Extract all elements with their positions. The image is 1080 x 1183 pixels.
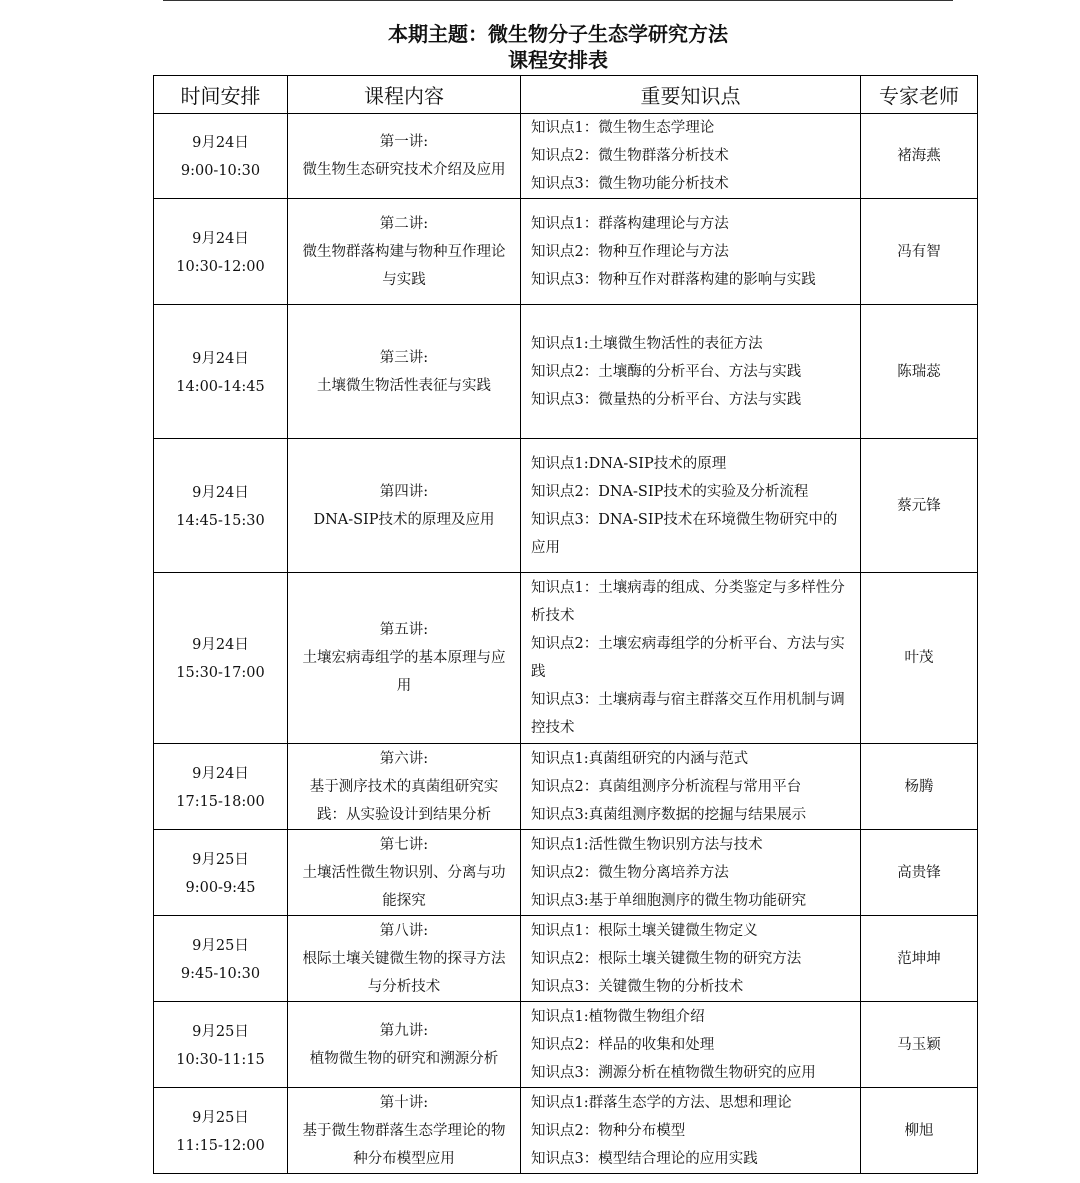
course-cell (288, 1002, 521, 1088)
time-cell (154, 1088, 288, 1174)
time-cell (154, 573, 288, 744)
lecture-topic: 植物微生物的研究和溯源分析 (309, 1050, 499, 1067)
course-cell (288, 573, 521, 744)
expert-name: 蔡元锋 (861, 439, 978, 573)
expert-name: 马玉颖 (861, 1002, 978, 1088)
knowledge-point: 知识点2：真菌组测序分析流程与常用平台 (531, 778, 802, 795)
session-date: 9月24日 (192, 484, 249, 501)
points-cell (521, 916, 861, 1002)
knowledge-point: 知识点2：根际土壤关键微生物的研究方法 (531, 950, 802, 967)
time-cell (154, 916, 288, 1002)
session-time: 14:00-14:45 (176, 378, 265, 395)
lecture-topic: 微生物群落构建与物种互作理论与实践 (302, 243, 506, 288)
table-row (154, 1088, 978, 1174)
knowledge-point: 知识点2：DNA-SIP技术的实验及分析流程 (531, 483, 809, 500)
lecture-number: 第三讲: (379, 349, 429, 366)
lecture-topic: 基于微生物群落生态学理论的物种分布模型应用 (302, 1122, 506, 1167)
time-cell (154, 1002, 288, 1088)
session-time: 17:15-18:00 (176, 793, 265, 810)
session-time: 9:45-10:30 (180, 965, 261, 982)
table-row (154, 916, 978, 1002)
table-row (154, 439, 978, 573)
lecture-number: 第八讲: (379, 922, 429, 939)
knowledge-point: 知识点1:群落生态学的方法、思想和理论 (531, 1094, 792, 1111)
lecture-number: 第四讲: (379, 483, 429, 500)
session-time: 9:00-9:45 (185, 879, 256, 896)
time-cell (154, 199, 288, 305)
expert-name: 高贵锋 (861, 830, 978, 916)
lecture-topic: 微生物生态研究技术介绍及应用 (302, 162, 506, 178)
top-rule (163, 0, 953, 1)
document-subtitle: 课程安排表 (508, 48, 608, 72)
session-date: 9月24日 (192, 765, 249, 782)
knowledge-point: 知识点1：根际土壤关键微生物定义 (531, 922, 758, 939)
course-cell (288, 439, 521, 573)
course-cell (288, 1088, 521, 1174)
course-cell (288, 114, 521, 199)
header-course: 课程内容 (288, 76, 521, 114)
expert-name: 褚海燕 (861, 114, 978, 199)
knowledge-point: 知识点2：微生物分离培养方法 (531, 864, 729, 881)
lecture-number: 第一讲: (379, 134, 429, 150)
points-cell (521, 744, 861, 830)
session-date: 9月24日 (192, 135, 249, 151)
knowledge-point: 知识点2：物种互作理论与方法 (531, 243, 729, 260)
session-date: 9月24日 (192, 230, 249, 247)
session-time: 10:30-11:15 (176, 1051, 265, 1068)
time-cell (154, 439, 288, 573)
points-cell (521, 439, 861, 573)
course-cell (288, 199, 521, 305)
table-row (154, 199, 978, 305)
table-row (154, 573, 978, 744)
expert-name: 冯有智 (861, 199, 978, 305)
knowledge-point: 知识点3：土壤病毒与宿主群落交互作用机制与调控技术 (531, 692, 845, 736)
header-time: 时间安排 (154, 76, 288, 114)
knowledge-point: 知识点3：微生物功能分析技术 (531, 176, 729, 192)
session-time: 9:00-10:30 (180, 163, 261, 179)
session-time: 14:45-15:30 (176, 512, 265, 529)
table-row (154, 744, 978, 830)
table-row (154, 830, 978, 916)
points-cell (521, 1088, 861, 1174)
time-cell (154, 114, 288, 199)
time-cell (154, 744, 288, 830)
points-cell (521, 830, 861, 916)
session-time: 10:30-12:00 (176, 258, 265, 275)
knowledge-point: 知识点1:土壤微生物活性的表征方法 (531, 335, 763, 352)
course-cell (288, 916, 521, 1002)
lecture-topic: 基于测序技术的真菌组研究实践：从实验设计到结果分析 (309, 778, 499, 823)
knowledge-point: 知识点1:真菌组研究的内涵与范式 (531, 750, 749, 767)
knowledge-point: 知识点3:基于单细胞测序的微生物功能研究 (531, 892, 807, 909)
expert-name: 叶茂 (861, 573, 978, 744)
lecture-topic: 根际土壤关键微生物的探寻方法与分析技术 (302, 950, 506, 995)
document-title: 本期主题：微生物分子生态学研究方法 (388, 22, 728, 46)
knowledge-point: 知识点1：土壤病毒的组成、分类鉴定与多样性分析技术 (531, 580, 845, 624)
lecture-topic: 土壤微生物活性表征与实践 (317, 377, 491, 394)
knowledge-point: 知识点2：土壤酶的分析平台、方法与实践 (531, 363, 802, 380)
expert-name: 范坤坤 (861, 916, 978, 1002)
knowledge-point: 知识点2：土壤宏病毒组学的分析平台、方法与实践 (531, 636, 845, 680)
course-cell (288, 305, 521, 439)
knowledge-point: 知识点3：模型结合理论的应用实践 (531, 1150, 758, 1167)
knowledge-point: 知识点3：溯源分析在植物微生物研究的应用 (531, 1064, 816, 1081)
expert-name: 杨腾 (861, 744, 978, 830)
knowledge-point: 知识点3：DNA-SIP技术在环境微生物研究中的应用 (531, 511, 838, 556)
knowledge-point: 知识点3：关键微生物的分析技术 (531, 978, 744, 995)
expert-name: 陈瑞蕊 (861, 305, 978, 439)
lecture-number: 第二讲: (379, 215, 429, 232)
session-date: 9月25日 (192, 1109, 249, 1126)
points-cell (521, 199, 861, 305)
session-time: 11:15-12:00 (176, 1137, 265, 1154)
table-row (154, 1002, 978, 1088)
lecture-number: 第十讲: (379, 1094, 429, 1111)
knowledge-point: 知识点1:活性微生物识别方法与技术 (531, 836, 763, 853)
lecture-topic: DNA-SIP技术的原理及应用 (313, 511, 495, 528)
lecture-number: 第五讲: (379, 622, 429, 638)
header-points: 重要知识点 (521, 76, 861, 114)
knowledge-point: 知识点1:DNA-SIP技术的原理 (531, 455, 727, 472)
header-expert: 专家老师 (861, 76, 978, 114)
knowledge-point: 知识点1：群落构建理论与方法 (531, 215, 729, 232)
schedule-table (153, 75, 978, 1174)
knowledge-point: 知识点2：样品的收集和处理 (531, 1036, 715, 1053)
session-date: 9月25日 (192, 937, 249, 954)
time-cell (154, 305, 288, 439)
header-row (154, 76, 978, 114)
knowledge-point: 知识点1:植物微生物组介绍 (531, 1008, 705, 1025)
knowledge-point: 知识点3：微量热的分析平台、方法与实践 (531, 391, 802, 408)
points-cell (521, 305, 861, 439)
lecture-number: 第九讲: (379, 1022, 429, 1039)
session-date: 9月24日 (192, 637, 249, 653)
lecture-topic: 土壤宏病毒组学的基本原理与应用 (302, 650, 506, 694)
points-cell (521, 573, 861, 744)
table-row (154, 114, 978, 199)
expert-name: 柳旭 (861, 1088, 978, 1174)
session-date: 9月25日 (192, 1023, 249, 1040)
course-cell (288, 830, 521, 916)
points-cell (521, 114, 861, 199)
session-time: 15:30-17:00 (176, 665, 265, 681)
lecture-number: 第六讲: (379, 750, 429, 767)
course-cell (288, 744, 521, 830)
points-cell (521, 1002, 861, 1088)
table-row (154, 305, 978, 439)
lecture-number: 第七讲: (379, 836, 429, 853)
knowledge-point: 知识点2：微生物群落分析技术 (531, 148, 729, 164)
knowledge-point: 知识点1：微生物生态学理论 (531, 120, 715, 136)
session-date: 9月24日 (192, 350, 249, 367)
knowledge-point: 知识点2：物种分布模型 (531, 1122, 686, 1139)
lecture-topic: 土壤活性微生物识别、分离与功能探究 (302, 864, 506, 909)
knowledge-point: 知识点3：物种互作对群落构建的影响与实践 (531, 271, 816, 288)
time-cell (154, 830, 288, 916)
knowledge-point: 知识点3:真菌组测序数据的挖掘与结果展示 (531, 806, 807, 823)
session-date: 9月25日 (192, 851, 249, 868)
